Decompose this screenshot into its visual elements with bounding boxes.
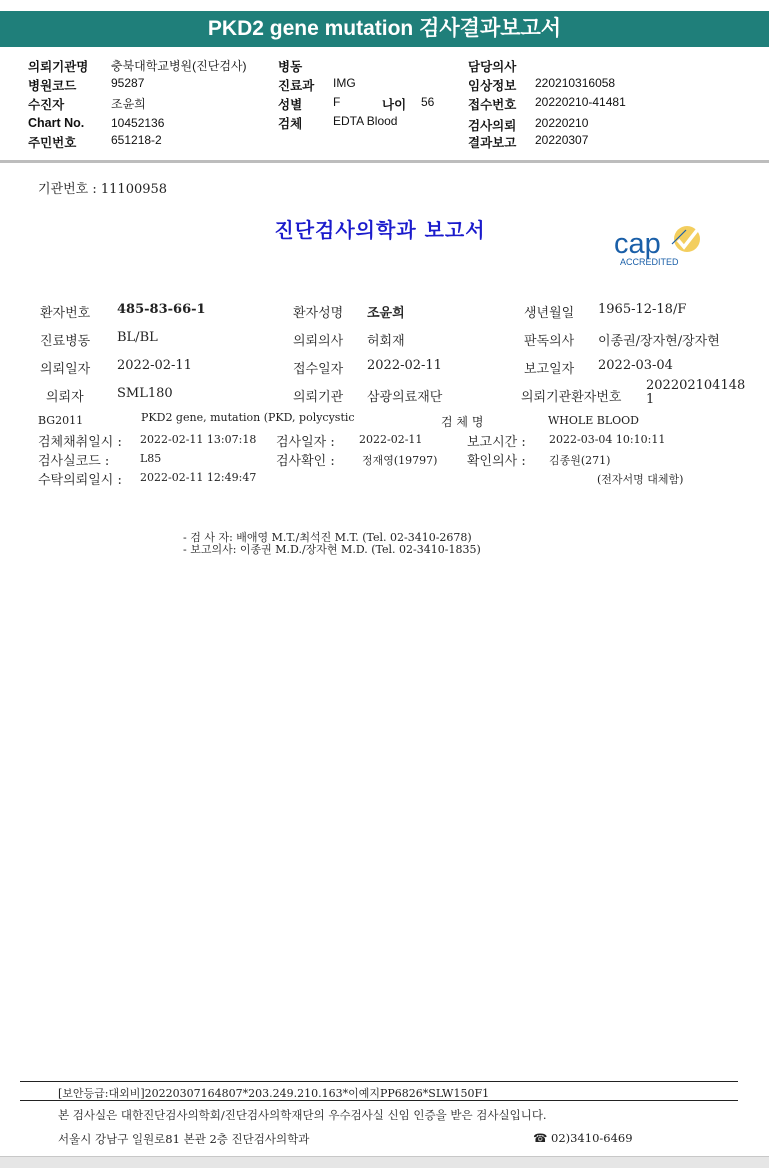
grid-value: 이종권/장자현/장자현 xyxy=(598,334,720,349)
patient-name: 조윤희 xyxy=(367,306,405,321)
specimen-value: WHOLE BLOOD xyxy=(548,414,639,427)
header-value: F xyxy=(333,95,341,109)
cap-logo-icon xyxy=(612,222,710,270)
birth-date: 1965-12-18/F xyxy=(598,302,687,317)
header-label: 임상정보 xyxy=(468,79,517,93)
header-label: 성별 xyxy=(278,98,303,112)
header-label: 담당의사 xyxy=(468,60,517,74)
age-value: 56 xyxy=(421,95,435,109)
grid-label: 의뢰자 xyxy=(46,390,84,405)
detail-value: 김종원(271) xyxy=(549,454,611,467)
grid-label: 환자번호 xyxy=(40,306,91,321)
test-name: PKD2 gene, mutation (PKD, polycystic xyxy=(141,411,355,424)
detail-value: 정재영(19797) xyxy=(362,454,438,467)
report-title: PKD2 gene mutation 검사결과보고서 xyxy=(207,17,562,40)
grid-label: 의뢰일자 xyxy=(40,362,91,377)
detail-value: L85 xyxy=(140,452,162,465)
grid-value: BL/BL xyxy=(117,330,158,345)
security-line: [보안등급:대외비]20220307164807*203.249.210.163*이예지PP6826*SLW150F1 xyxy=(58,1087,490,1100)
grid-value: 2022-03-04 xyxy=(598,358,673,373)
header-label: 진료과 xyxy=(278,79,315,93)
grid-label: 진료병동 xyxy=(40,334,91,349)
grid-label: 의뢰기관환자번호 xyxy=(521,390,622,405)
detail-value: 2022-02-11 12:49:47 xyxy=(140,471,257,484)
detail-label: 검사실코드 : xyxy=(38,454,110,469)
grid-label: 판독의사 xyxy=(524,334,575,349)
e-signature-note: (전자서명 대체함) xyxy=(597,473,684,486)
detail-value: 2022-02-11 xyxy=(359,433,423,446)
cap-accredited-logo xyxy=(612,222,710,270)
header-label: 검사의뢰 xyxy=(468,119,517,133)
grid-label: 환자성명 xyxy=(293,306,344,321)
lab-report-title: 진단검사의학과 보고서 xyxy=(274,218,486,242)
header-label: 주민번호 xyxy=(28,136,77,150)
test-code: BG2011 xyxy=(38,414,84,427)
detail-value: 2022-03-04 10:10:11 xyxy=(549,433,666,446)
header-label: 의뢰기관명 xyxy=(28,60,89,74)
grid-value-continued: 1 xyxy=(646,392,655,407)
grid-label: 보고일자 xyxy=(524,362,575,377)
header-label: 병동 xyxy=(278,60,303,74)
footer-divider-bottom xyxy=(20,1100,738,1101)
header-label: 접수번호 xyxy=(468,98,517,112)
address-line: 서울시 강남구 일원로81 본관 2층 진단검사의학과 xyxy=(58,1132,310,1146)
header-value: 20220210-41481 xyxy=(535,95,626,109)
header-value: 95287 xyxy=(111,76,145,90)
grid-value: 202202104148 xyxy=(646,378,746,393)
cap-sub-text: ACCREDITED xyxy=(620,257,679,267)
detail-label: 검체채취일시 : xyxy=(38,435,122,450)
header-label: Chart No. xyxy=(28,116,85,130)
header-value: 20220307 xyxy=(535,133,589,147)
detail-label: 검사확인 : xyxy=(276,454,335,469)
header-label: 결과보고 xyxy=(468,136,517,150)
header-value: EDTA Blood xyxy=(333,114,398,128)
reporting-doctor-line: - 보고의사: 이종권 M.D./장자현 M.D. (Tel. 02-3410-1835) xyxy=(183,543,481,556)
header-label: 병원코드 xyxy=(28,79,77,93)
header-value: 10452136 xyxy=(111,116,165,130)
header-label: 검체 xyxy=(278,117,303,131)
grid-label: 의뢰기관 xyxy=(293,390,344,405)
report-title-bar xyxy=(0,11,769,47)
grid-label: 생년월일 xyxy=(524,306,575,321)
grid-value: 2022-02-11 xyxy=(117,358,192,373)
age-label: 나이 xyxy=(382,98,407,112)
grid-value: 삼광의료재단 xyxy=(367,390,443,405)
patient-number: 485-83-66-1 xyxy=(117,302,206,317)
header-value: 충북대학교병원(진단검사) xyxy=(111,59,247,73)
header-value: 20220210 xyxy=(535,116,589,130)
header-value: 220210316058 xyxy=(535,76,616,90)
detail-value: 2022-02-11 13:07:18 xyxy=(140,433,257,446)
institution-number: 기관번호 : 11100958 xyxy=(38,182,168,197)
cap-brand-text: cap xyxy=(614,228,661,260)
header-divider xyxy=(0,160,769,163)
certification-line: 본 검사실은 대한진단검사의학회/진단검사의학재단의 우수검사실 신임 인증을 받은 검사실입니다. xyxy=(58,1108,547,1122)
footer-divider-top xyxy=(20,1081,738,1082)
grid-value: 2022-02-11 xyxy=(367,358,442,373)
grid-value: SML180 xyxy=(117,386,173,401)
header-value: 651218-2 xyxy=(111,133,162,147)
grid-label: 의뢰의사 xyxy=(293,334,344,349)
phone-number: 02)3410-6469 xyxy=(551,1131,633,1145)
specimen-label: 검 체 명 xyxy=(441,415,484,429)
header-label: 수진자 xyxy=(28,98,65,112)
detail-label: 확인의사 : xyxy=(467,454,526,469)
header-value: 조윤희 xyxy=(111,97,146,111)
detail-label: 보고시간 : xyxy=(467,435,526,450)
header-value: IMG xyxy=(333,76,356,90)
grid-label: 접수일자 xyxy=(293,362,344,377)
viewer-bottom-bar xyxy=(0,1156,769,1168)
examiner-line: - 검 사 자: 배애영 M.T./최석진 M.T. (Tel. 02-3410-2678) xyxy=(183,531,472,544)
detail-label: 수탁의뢰일시 : xyxy=(38,473,122,488)
grid-value: 허회재 xyxy=(367,334,405,349)
detail-label: 검사일자 : xyxy=(276,435,335,450)
telephone-icon: ☎ xyxy=(533,1133,548,1145)
